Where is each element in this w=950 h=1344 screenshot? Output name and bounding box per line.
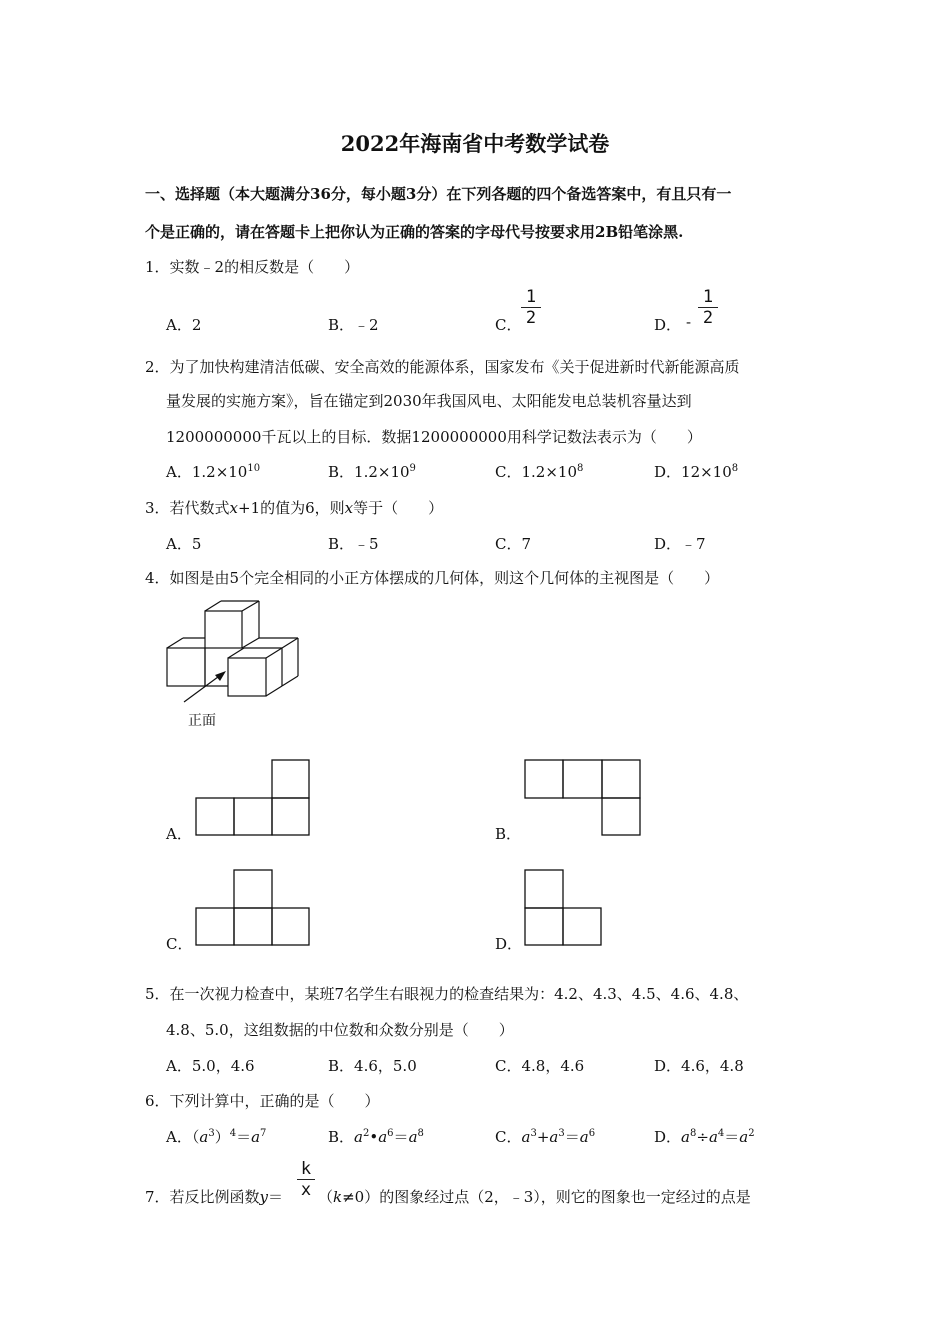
q4-option-d-figure: [524, 869, 604, 947]
q2-option-b: B．$1.2\times 10^9$: [328, 463, 416, 481]
question-4-stem: 4．如图是由5个完全相同的小正方体摆成的几何体，则这个几何体的主视图是（ ）: [145, 569, 720, 587]
q4-option-b-figure: [524, 759, 642, 837]
q5-option-d: D．4.6，4.8: [654, 1057, 744, 1075]
front-view-label: 正面: [188, 713, 216, 729]
question-6-stem: 6．下列计算中，正确的是（ ）: [145, 1092, 380, 1110]
q5-option-c: C．4.8，4.6: [495, 1057, 585, 1075]
fraction-denominator: x: [300, 1180, 312, 1200]
q4-option-a-label: A．: [166, 825, 192, 843]
q2-option-a: A．$1.2\times 10^{10}$: [166, 463, 261, 481]
q6-option-d: D．$a^8\div a^4=a^2$: [654, 1128, 755, 1146]
section-instructions-line1: 一、选择题（本大题满分36分，每小题3分）在下列各题的四个备选答案中，有且只有一: [145, 185, 732, 203]
q4-option-c-label: C．: [166, 935, 193, 953]
page-title: 2022年海南省中考数学试卷: [340, 131, 610, 156]
q7-fraction-k-over-x: [297, 1160, 315, 1199]
q1-option-a: A．2: [166, 316, 202, 334]
q1-option-c-fraction: [521, 288, 541, 327]
q1-option-d-fraction: [698, 288, 718, 327]
fraction-denominator: 2: [702, 308, 714, 328]
q3-option-c: C．7: [495, 535, 532, 553]
question-5-line2: 4.8、5.0，这组数据的中位数和众数分别是（ ）: [166, 1021, 514, 1039]
fraction-numerator: 1: [525, 287, 537, 307]
q3-option-a: A．5: [166, 535, 202, 553]
q1-option-c-label: C．: [495, 316, 522, 334]
question-7-stem-post: （k≠0）的图象经过点（2，﹣3），则它的图象也一定经过的点是: [318, 1188, 751, 1206]
q5-option-a: A．5.0，4.6: [166, 1057, 255, 1075]
section-instructions-line2: 个是正确的，请在答题卡上把你认为正确的答案的字母代号按要求用2B铅笔涂黑.: [145, 223, 684, 241]
q6-option-c: C．$a^3+a^3=a^6$: [495, 1128, 596, 1146]
q6-option-a: A．$(a^3)^4=a^7$: [166, 1128, 267, 1146]
q1-option-d-label: D．: [654, 316, 682, 334]
q4-option-b-label: B．: [495, 825, 522, 843]
q2-option-d: D．$12\times 10^8$: [654, 463, 739, 481]
question-1-stem: 1．实数﹣2的相反数是（ ）: [145, 258, 360, 276]
q4-option-d-label: D．: [495, 935, 523, 953]
q4-option-c-figure: [195, 869, 311, 947]
fraction-numerator: 1: [702, 287, 714, 307]
fraction-numerator: k: [300, 1159, 312, 1179]
q2-option-c: C．$1.2\times 10^8$: [495, 463, 584, 481]
q4-solid-figure: [160, 596, 310, 708]
q3-option-d: D．﹣7: [654, 535, 706, 553]
q1-option-b: B．﹣2: [328, 316, 379, 334]
question-3-stem: 3．若代数式x+1的值为6，则x等于（ ）: [145, 499, 444, 517]
q1-option-d-sign: -: [686, 313, 692, 331]
q6-option-b: B．$a^2•a^6=a^8$: [328, 1128, 424, 1146]
q4-option-a-figure: [195, 759, 311, 837]
question-5-line1: 5．在一次视力检查中，某班7名学生右眼视力的检查结果为：4.2、4.3、4.5、4.6、4.8、: [145, 985, 749, 1003]
q5-option-b: B．4.6，5.0: [328, 1057, 417, 1075]
q3-option-b: B．﹣5: [328, 535, 379, 553]
question-2-line3: 1200000000千瓦以上的目标．数据1200000000用科学记数法表示为（ ）: [166, 428, 702, 446]
question-7-stem-pre: 7．若反比例函数y＝: [145, 1188, 284, 1206]
question-2-line2: 量发展的实施方案》，旨在锚定到2030年我国风电、太阳能发电总装机容量达到: [166, 392, 692, 410]
fraction-denominator: 2: [525, 308, 537, 328]
question-2-line1: 2．为了加快构建清洁低碳、安全高效的能源体系，国家发布《关于促进新时代新能源高质: [145, 358, 740, 376]
